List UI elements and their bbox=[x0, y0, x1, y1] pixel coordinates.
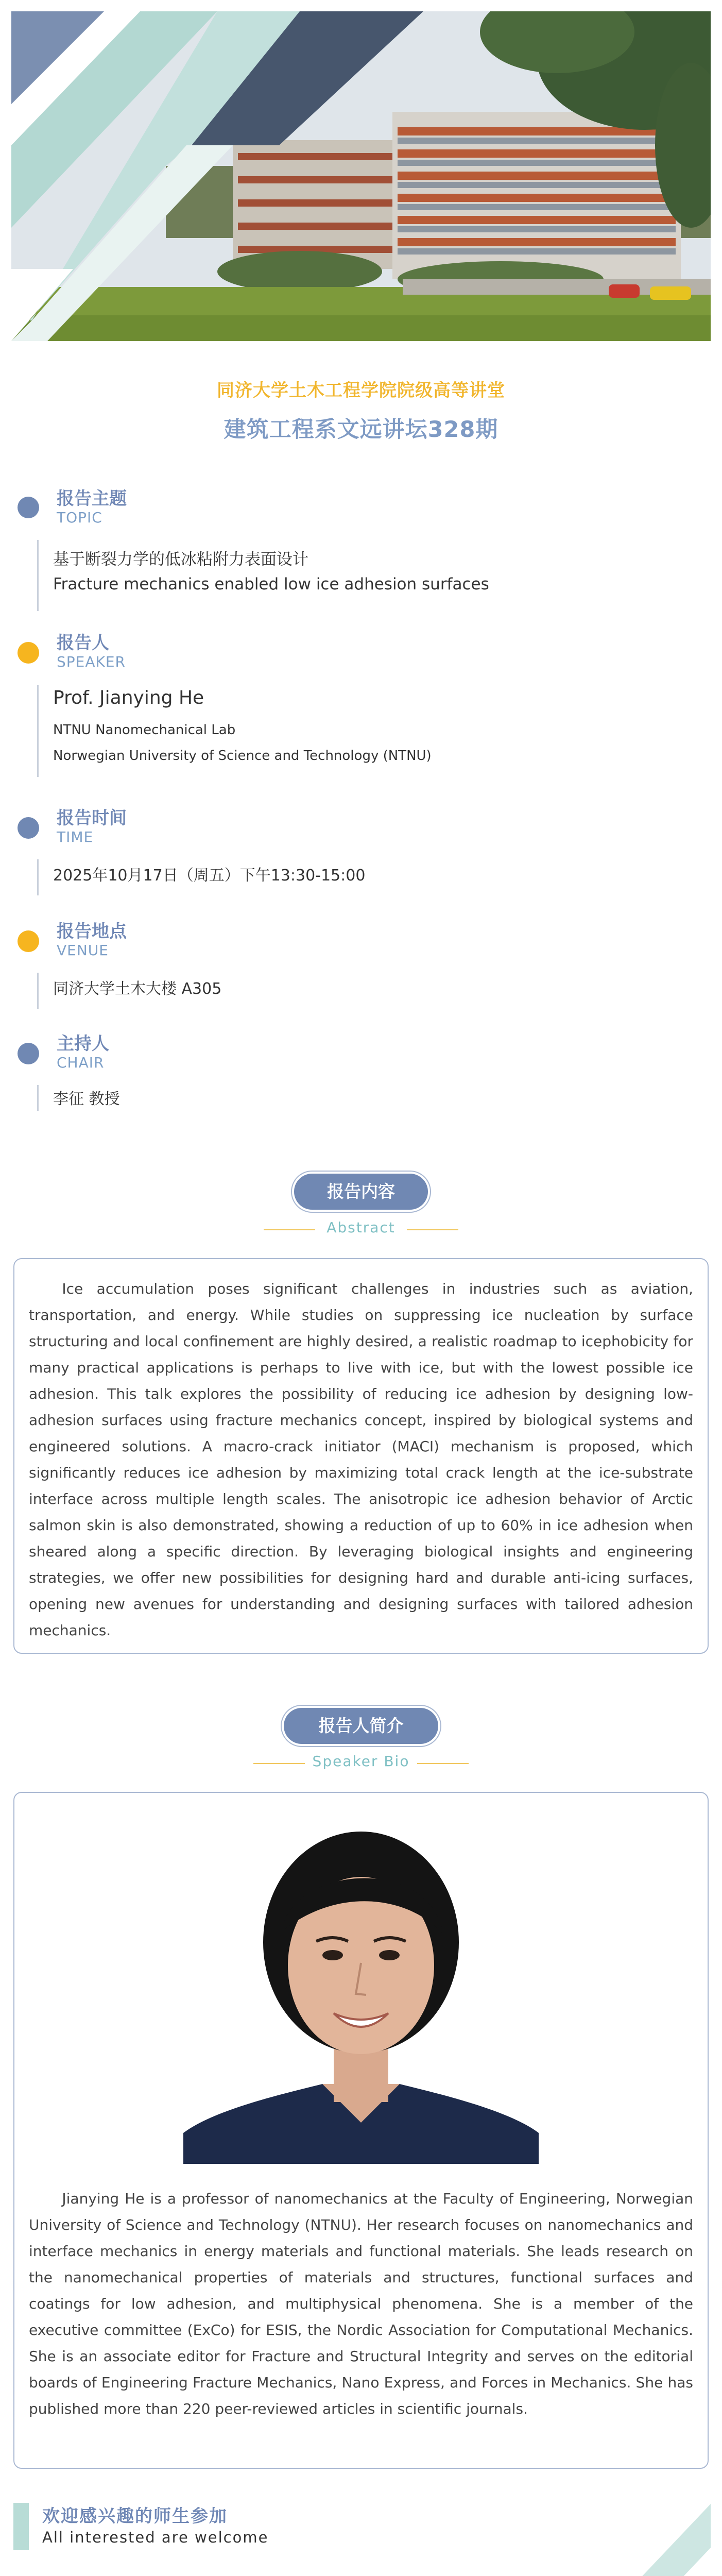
speaker-name: Prof. Jianying He bbox=[53, 687, 204, 708]
time-label-zh: 报告时间 bbox=[57, 808, 127, 828]
bio-subheading: Speaker Bio bbox=[312, 1753, 410, 1770]
welcome-text-en: All interested are welcome bbox=[42, 2529, 269, 2546]
decorative-stripes bbox=[11, 11, 711, 341]
venue-value: 同济大学土木大楼 A305 bbox=[53, 980, 222, 998]
footer-decoration bbox=[0, 2499, 722, 2576]
abstract-heading-badge: 报告内容 bbox=[294, 1174, 428, 1210]
speaker-divider bbox=[37, 685, 39, 777]
abstract-heading-line-right bbox=[407, 1229, 458, 1230]
bio-paragraph: Jianying He is a professor of nanomechanics at the Faculty of Engineering, Norwegian University of Science and Technology (NTNU). Her research focuses on nanomechanics and interface mechanics in energy materials and functional materials. She leads research on the nanomechanical properties of materials and structures, functional surfaces and coatings for low adhesion, and multiphysical phenomena. She is a member of the executive committee (ExCo) for ESIS, the Nordic Association for Computational Mechanics. She is an associate editor for Fracture and Structural Integrity and serves on the editorial boards of Engineering Fracture Mechanics, Nano Express, and Forces in Mechanics. She has published more than 220 peer-reviewed articles in scientific journals. bbox=[29, 2190, 693, 2417]
topic-bullet-dot bbox=[18, 497, 39, 518]
speaker-label-zh: 报告人 bbox=[57, 633, 109, 653]
bio-heading-badge: 报告人简介 bbox=[284, 1708, 438, 1744]
chair-label-en: CHAIR bbox=[57, 1054, 105, 1071]
speaker-affiliation-lab: NTNU Nanomechanical Lab bbox=[53, 722, 236, 738]
header-banner bbox=[11, 11, 711, 341]
chair-label-zh: 主持人 bbox=[57, 1033, 109, 1054]
lecture-series-subtitle: 同济大学土木工程学院院级高等讲堂 bbox=[217, 380, 505, 401]
topic-divider bbox=[37, 540, 39, 611]
topic-title-zh: 基于断裂力学的低冰粘附力表面设计 bbox=[53, 550, 308, 569]
topic-label-en: TOPIC bbox=[57, 509, 102, 526]
chair-divider bbox=[37, 1085, 39, 1111]
time-label-en: TIME bbox=[57, 828, 94, 845]
welcome-text-zh: 欢迎感兴趣的师生参加 bbox=[42, 2506, 228, 2527]
speaker-portrait bbox=[183, 1824, 539, 2164]
time-divider bbox=[37, 859, 39, 895]
topic-label-zh: 报告主题 bbox=[57, 488, 127, 509]
lecture-title: 建筑工程系文远讲坛328期 bbox=[224, 417, 498, 443]
speaker-label-en: SPEAKER bbox=[57, 653, 126, 670]
topic-title-en: Fracture mechanics enabled low ice adhesion surfaces bbox=[53, 575, 489, 594]
time-bullet-dot bbox=[18, 817, 39, 839]
speaker-affiliation-university: Norwegian University of Science and Technology (NTNU) bbox=[53, 748, 432, 764]
chair-value: 李征 教授 bbox=[53, 1090, 120, 1108]
venue-label-en: VENUE bbox=[57, 942, 109, 959]
time-value: 2025年10月17日（周五）下午13:30-15:00 bbox=[53, 867, 366, 885]
speaker-bullet-dot bbox=[18, 642, 39, 664]
bio-heading-line-right bbox=[417, 1763, 469, 1764]
abstract-subheading: Abstract bbox=[326, 1219, 396, 1236]
venue-bullet-dot bbox=[18, 930, 39, 952]
abstract-paragraph: Ice accumulation poses significant challenges in industries such as aviation, transportation, and energy. While studies on suppressing ice nucleation by surface structuring and local confinement are highly desired, a realistic roadmap to icephobicity for many practical applications is perhaps to live with ice, but with the lowest possible ice adhesion. This talk explores the possibility of reducing ice adhesion by designing low-adhesion surfaces using fracture mechanics concept, inspired by biological systems and engineered solutions. A macro-crack initiator (MACI) mechanism is proposed, which significantly reduces ice adhesion by maximizing total crack length at the ice-substrate interface across multiple length scales. The anisotropic ice adhesion behavior of Arctic salmon skin is also demonstrated, showing a reduction of up to 60% in ice adhesion when sheared along a specific direction. By leveraging biological insights and engineering strategies, we offer new possibilities for designing hard and durable anti-icing surfaces, opening new avenues for understanding and designing surfaces with tailored adhesion mechanics. bbox=[29, 1280, 693, 1639]
venue-divider bbox=[37, 973, 39, 1009]
venue-label-zh: 报告地点 bbox=[57, 921, 127, 942]
chair-bullet-dot bbox=[18, 1043, 39, 1064]
